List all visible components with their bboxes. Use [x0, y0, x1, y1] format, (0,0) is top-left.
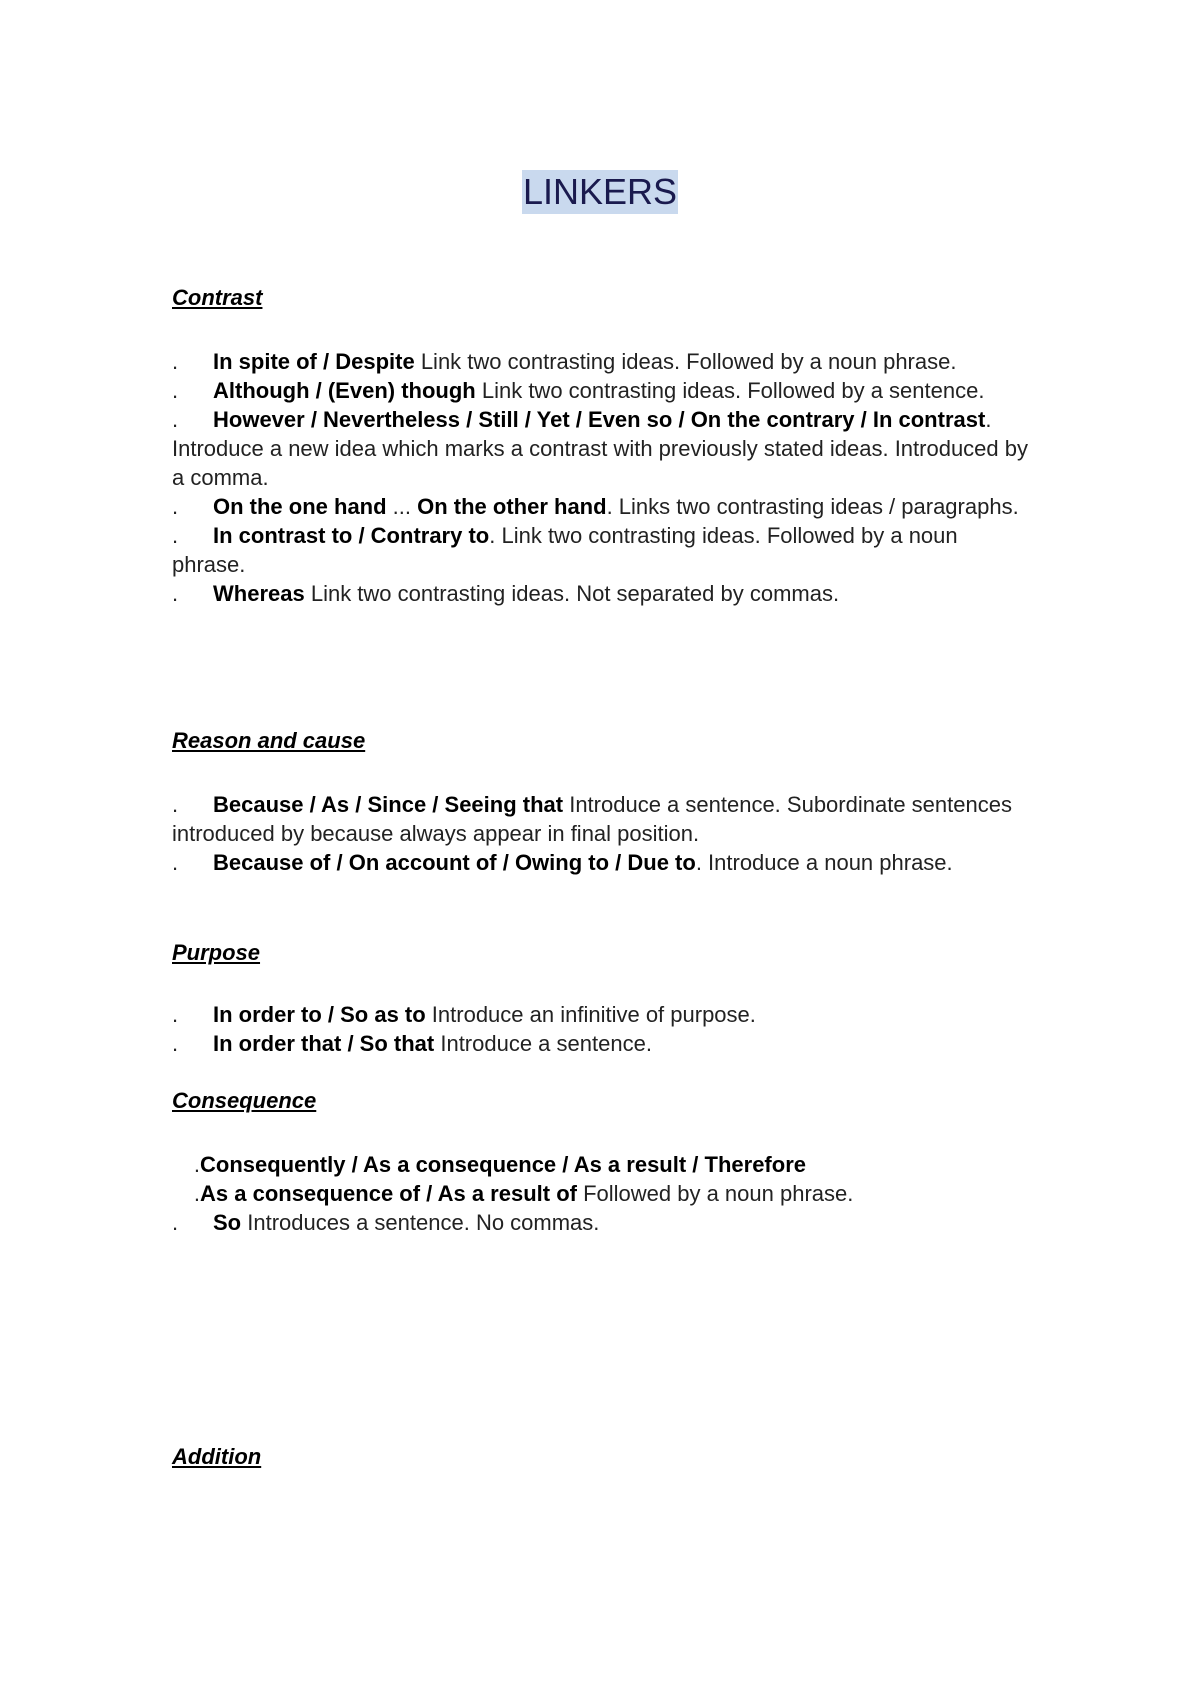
linker-description: Introduce an infinitive of purpose.	[425, 1002, 756, 1027]
linker-description: Link two contrasting ideas. Followed by a sentence.	[475, 378, 985, 403]
linker-terms: So	[213, 1210, 242, 1235]
list-item	[172, 579, 1032, 608]
list-item	[172, 1000, 1032, 1029]
section-heading-purpose: Purpose	[172, 940, 261, 965]
linker-terms: Consequently / As a consequence / As a result / Therefore	[200, 1152, 806, 1177]
bullet: .	[193, 1152, 200, 1177]
linker-description: Introduce a sentence.	[434, 1031, 652, 1056]
list-item	[172, 848, 1032, 877]
list-item	[172, 492, 1032, 521]
bullet: .	[172, 1002, 179, 1027]
list-item	[172, 1029, 1032, 1058]
linker-description: . Introduce a new idea which marks a contrast with previously stated ideas. Introduced by a comma.	[172, 407, 1029, 490]
bullet: .	[172, 378, 179, 403]
bullet: .	[172, 792, 179, 817]
list-item	[172, 347, 1032, 376]
list-item	[172, 1179, 1032, 1208]
linker-terms: Because of / On account of / Owing to / Due to	[213, 850, 696, 875]
bullet: .	[172, 523, 179, 548]
linker-terms-secondary: On the other hand	[417, 494, 607, 519]
list-item	[172, 1208, 1032, 1237]
linker-separator: ...	[386, 494, 418, 519]
bullet: .	[172, 349, 179, 374]
linker-description: Link two contrasting ideas. Followed by a noun phrase.	[414, 349, 957, 374]
linker-terms: In order to / So as to	[213, 1002, 426, 1027]
linker-terms: On the one hand	[213, 494, 387, 519]
title-container	[0, 170, 1200, 214]
consequence-list	[172, 1150, 1032, 1237]
bullet: .	[172, 581, 179, 606]
linker-terms: In spite of / Despite	[213, 349, 415, 374]
list-item	[172, 790, 1032, 848]
list-item	[172, 376, 1032, 405]
bullet: .	[172, 1031, 179, 1056]
page-title: LINKERS	[522, 171, 678, 212]
bullet: .	[172, 407, 179, 432]
section-heading-addition: Addition	[172, 1444, 262, 1469]
reason-list	[172, 790, 1032, 877]
list-item	[172, 1150, 1032, 1179]
linker-description: . Link two contrasting ideas. Followed by a noun phrase.	[172, 523, 958, 577]
list-item	[172, 405, 1032, 492]
linker-terms: Whereas	[213, 581, 305, 606]
bullet: .	[193, 1181, 200, 1206]
linker-terms: Because / As / Since / Seeing that	[213, 792, 564, 817]
linker-terms: However / Nevertheless / Still / Yet / Even so / On the contrary / In contrast	[213, 407, 986, 432]
linker-terms: In contrast to / Contrary to	[213, 523, 490, 548]
linker-terms: As a consequence of / As a result of	[200, 1181, 577, 1206]
linker-description: Link two contrasting ideas. Not separated by commas.	[304, 581, 840, 606]
linker-description: . Links two contrasting ideas / paragraphs.	[606, 494, 1019, 519]
bullet: .	[172, 494, 179, 519]
purpose-list	[172, 1000, 1032, 1058]
linker-description: Introduces a sentence. No commas.	[241, 1210, 600, 1235]
section-heading-consequence: Consequence	[172, 1088, 317, 1113]
linker-description: Followed by a noun phrase.	[576, 1181, 854, 1206]
linker-terms: Although / (Even) though	[213, 378, 476, 403]
linker-description: . Introduce a noun phrase.	[695, 850, 953, 875]
bullet: .	[172, 1210, 179, 1235]
bullet: .	[172, 850, 179, 875]
section-heading-contrast: Contrast	[172, 285, 263, 310]
linker-description: Introduce a sentence. Subordinate sentences introduced by because always appear in final position.	[172, 792, 1012, 846]
list-item	[172, 521, 1032, 579]
section-heading-reason-and-cause: Reason and cause	[172, 728, 366, 753]
contrast-list	[172, 347, 1032, 608]
linker-terms: In order that / So that	[213, 1031, 435, 1056]
